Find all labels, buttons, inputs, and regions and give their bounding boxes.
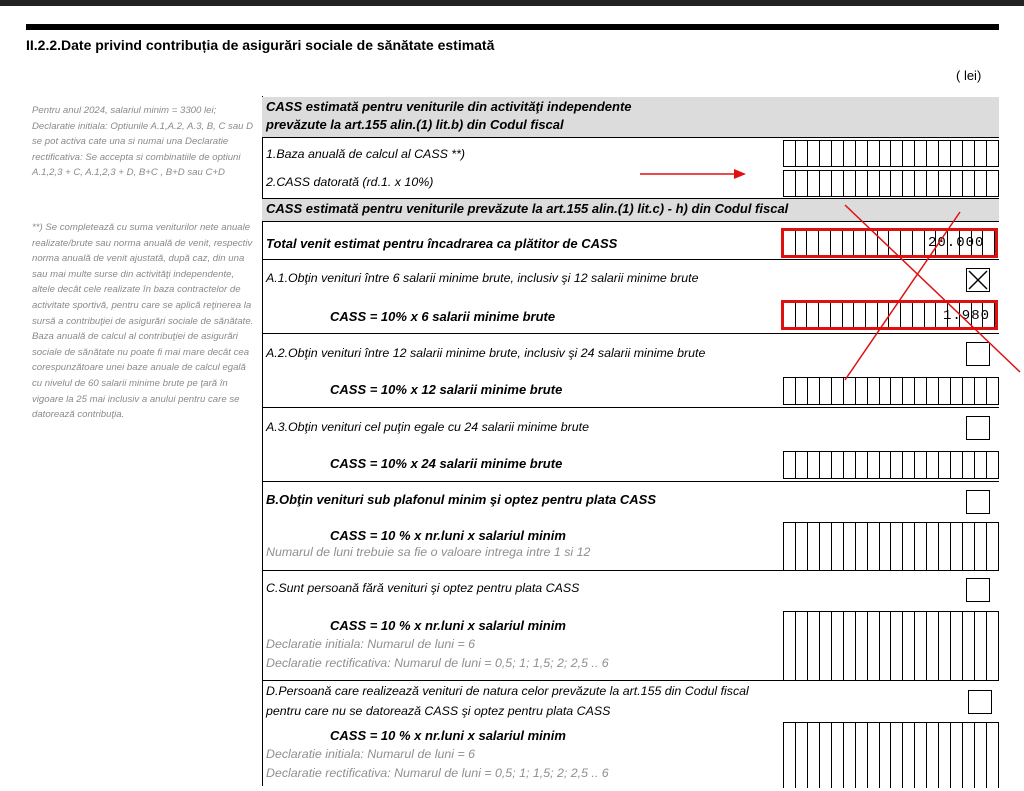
currency-note: ( lei) [956, 68, 982, 83]
d-note-rectificativa: Declaratie rectificativa: Numarul de luni = 0,5; 1; 1,5; 2; 2,5 .. 6 [266, 766, 609, 780]
arrow-icon [640, 169, 746, 179]
block2-header-text: CASS estimată pentru veniturile prevăzute la art.155 alin.(1) lit.c) - h) din Codul fiscal [266, 201, 789, 216]
c-note-initial: Declaratie initiala: Numarul de luni = 6 [266, 637, 476, 651]
total-venit-label: Total venit estimat pentru încadrarea ca plătitor de CASS [266, 236, 618, 251]
strike-line-2 [845, 212, 960, 380]
d-formula: CASS = 10 % x nr.luni x salariul minim [330, 728, 566, 743]
section-title: II.2.2.Date privind contribuția de asigurări sociale de sănătate estimată [26, 37, 495, 53]
base-calcul-label: 1.Baza anuală de calcul al CASS **) [266, 147, 466, 161]
c-formula: CASS = 10 % x nr.luni x salariul minim [330, 618, 566, 633]
block1-header-line1: CASS estimată pentru veniturile din activităţi independente [266, 99, 632, 114]
b-note: Numarul de luni trebuie sa fie o valoare intrega intre 1 si 12 [266, 545, 591, 559]
d-note-initial: Declaratie initiala: Numarul de luni = 6 [266, 747, 476, 761]
a3-label: A.3.Obţin venituri cel puţin egale cu 24 salarii minime brute [266, 420, 590, 434]
total-venit-value: 20.000 [928, 235, 985, 251]
d-label-line2: pentru care nu se datorează CASS şi optez pentru plata CASS [266, 704, 611, 718]
b-formula: CASS = 10 % x nr.luni x salariul minim [330, 528, 566, 543]
a3-formula: CASS = 10% x 24 salarii minime brute [330, 456, 563, 471]
a2-label: A.2.Obţin venituri între 12 salarii minime brute, inclusiv şi 24 salarii minime brute [266, 346, 706, 360]
side-note-salary: Pentru anul 2024, salariul minim = 3300 lei; Declaratie initiala: Optiunile A.1,A.2, A.3, B, C sau D se pot activa cate una si numai una Declaratie rectificativa: Se accepta si combinatiile de optiuni A.1,2,3 + C, A.1,2,3 + D, B+C , B+D sau C+D [32, 105, 254, 179]
c-note-rectificativa: Declaratie rectificativa: Numarul de luni = 0,5; 1; 1,5; 2; 2,5 .. 6 [266, 656, 609, 670]
a1-label: A.1.Obţin venituri între 6 salarii minime brute, inclusiv şi 12 salarii minime brute [266, 271, 699, 285]
d-label-line1: D.Persoană care realizează venituri de natura celor prevăzute la art.155 din Codul fiscal [266, 684, 749, 698]
side-note-footnote: **) Se completează cu suma veniturilor nete anuale realizate/brute sau norma anuală de venit, respectiv norma anuală de venit ajustată, după caz, din una sau mai multe surse din activităţi independente, altele decât cele realizate în baza contractelor de activitate sportivă, pentru care se aplică reţinerea la sursă a contribuţiei de asigurări sociale de sănătate. Baza anuală de calcul al contribuţiei de asigurări sociale de sănătate nu poate fi mai mare decât cea corespunzătoare unei baze anuale de calcul egală cu nivelul de 60 salarii minime brute pe ţară în vigoare la 25 mai inclusiv a anului pentru care se datorează contribuţia. [32, 222, 254, 421]
cass-datorata-label: 2.CASS datorată (rd.1. x 10%) [266, 175, 434, 189]
b-label: B.Obţin venituri sub plafonul minim şi optez pentru plata CASS [266, 492, 657, 507]
a2-formula: CASS = 10% x 12 salarii minime brute [330, 382, 563, 397]
block1-header-line2: prevăzute la art.155 alin.(1) lit.b) din Codul fiscal [266, 117, 564, 132]
a1-formula: CASS = 10% x 6 salarii minime brute [330, 309, 556, 324]
strike-line-1 [845, 205, 1020, 372]
c-label: C.Sunt persoană fără venituri şi optez pentru plata CASS [266, 581, 580, 595]
a1-cass-value: 1.980 [943, 308, 991, 324]
